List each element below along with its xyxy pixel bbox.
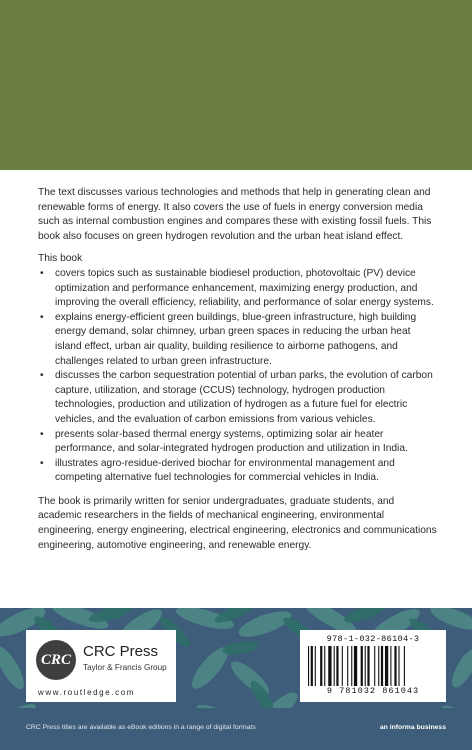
bullet-icon: • <box>40 311 44 323</box>
publisher-name: CRC Press <box>83 643 159 660</box>
publisher-group: Taylor & Francis Group <box>83 663 167 672</box>
isbn-digits: 9 781032 861043 <box>326 686 420 696</box>
bullet-icon: • <box>40 428 44 440</box>
list-item-text: covers topics such as sustainable biodiesel production, photovoltaic (PV) device optimization and performance enhancement, maximizing energy production, and improving the overall efficiency, reliability, and performance of solar energy systems. <box>55 267 434 309</box>
publisher-website: www.routledge.com <box>38 688 136 697</box>
ebook-note: CRC Press titles are available as eBook editions in a range of digital formats <box>26 724 256 731</box>
publisher-logo-panel <box>26 630 176 702</box>
list-item <box>38 428 438 457</box>
list-item <box>38 369 438 427</box>
closing-paragraph: The book is primarily written for senior undergraduates, graduate students, and academic researchers in the fields of mechanical engineering, environmental engineering, energy engineering, electrical engineering, electronics and communications engineering, automotive engineering, and renewable energy. <box>38 495 437 551</box>
cover-color-band <box>0 0 472 170</box>
informa-tagline: an informa business <box>379 724 446 731</box>
isbn-barcode-panel <box>300 630 446 702</box>
bullet-icon: • <box>40 267 44 279</box>
crc-logo-icon: CRC <box>36 640 76 680</box>
intro-paragraph: The text discusses various technologies and methods that help in generating clean and renewable forms of energy. It also covers the use of fuels in energy conversion media such as internal combustion engines and compares these with existing fossil fuels. This book also focuses on green hydrogen revolution and the urban heat island effect. <box>38 187 432 242</box>
list-intro: This book <box>38 253 83 265</box>
list-item-text: explains energy-efficient green buildings, blue-green infrastructure, high building energy demand, solar chimney, urban green spaces in reducing the urban heat island effect, urban air quality, building resilience to airborne pathogens, and challenges related to urban green infrastructure. <box>55 311 417 367</box>
list-item-text: discusses the carbon sequestration potential of urban parks, the evolution of carbon capture, utilization, and storage (CCUS) technology, hydrogen production technologies, production and utilization of hydrogen as a future fuel for electric vehicles, and the evaluation of carbon emissions from various vehicles. <box>55 370 433 425</box>
bullet-icon: • <box>40 457 44 469</box>
list-item-text: presents solar-based thermal energy systems, optimizing solar air heater performance, and solar-integrated hydrogen production and utilization in India. <box>55 428 408 455</box>
bullet-icon: • <box>40 370 44 382</box>
isbn-text: 978-1-032-86104-3 <box>326 634 420 644</box>
barcode-icon <box>306 646 440 686</box>
back-cover-text <box>38 186 438 553</box>
topic-list <box>38 267 438 486</box>
list-item-text: illustrates agro-residue-derived biochar for environmental management and competing alternative fuel technologies for commercial vehicles in India. <box>55 457 395 484</box>
list-item <box>38 267 438 311</box>
list-item <box>38 457 438 486</box>
list-item <box>38 311 438 369</box>
